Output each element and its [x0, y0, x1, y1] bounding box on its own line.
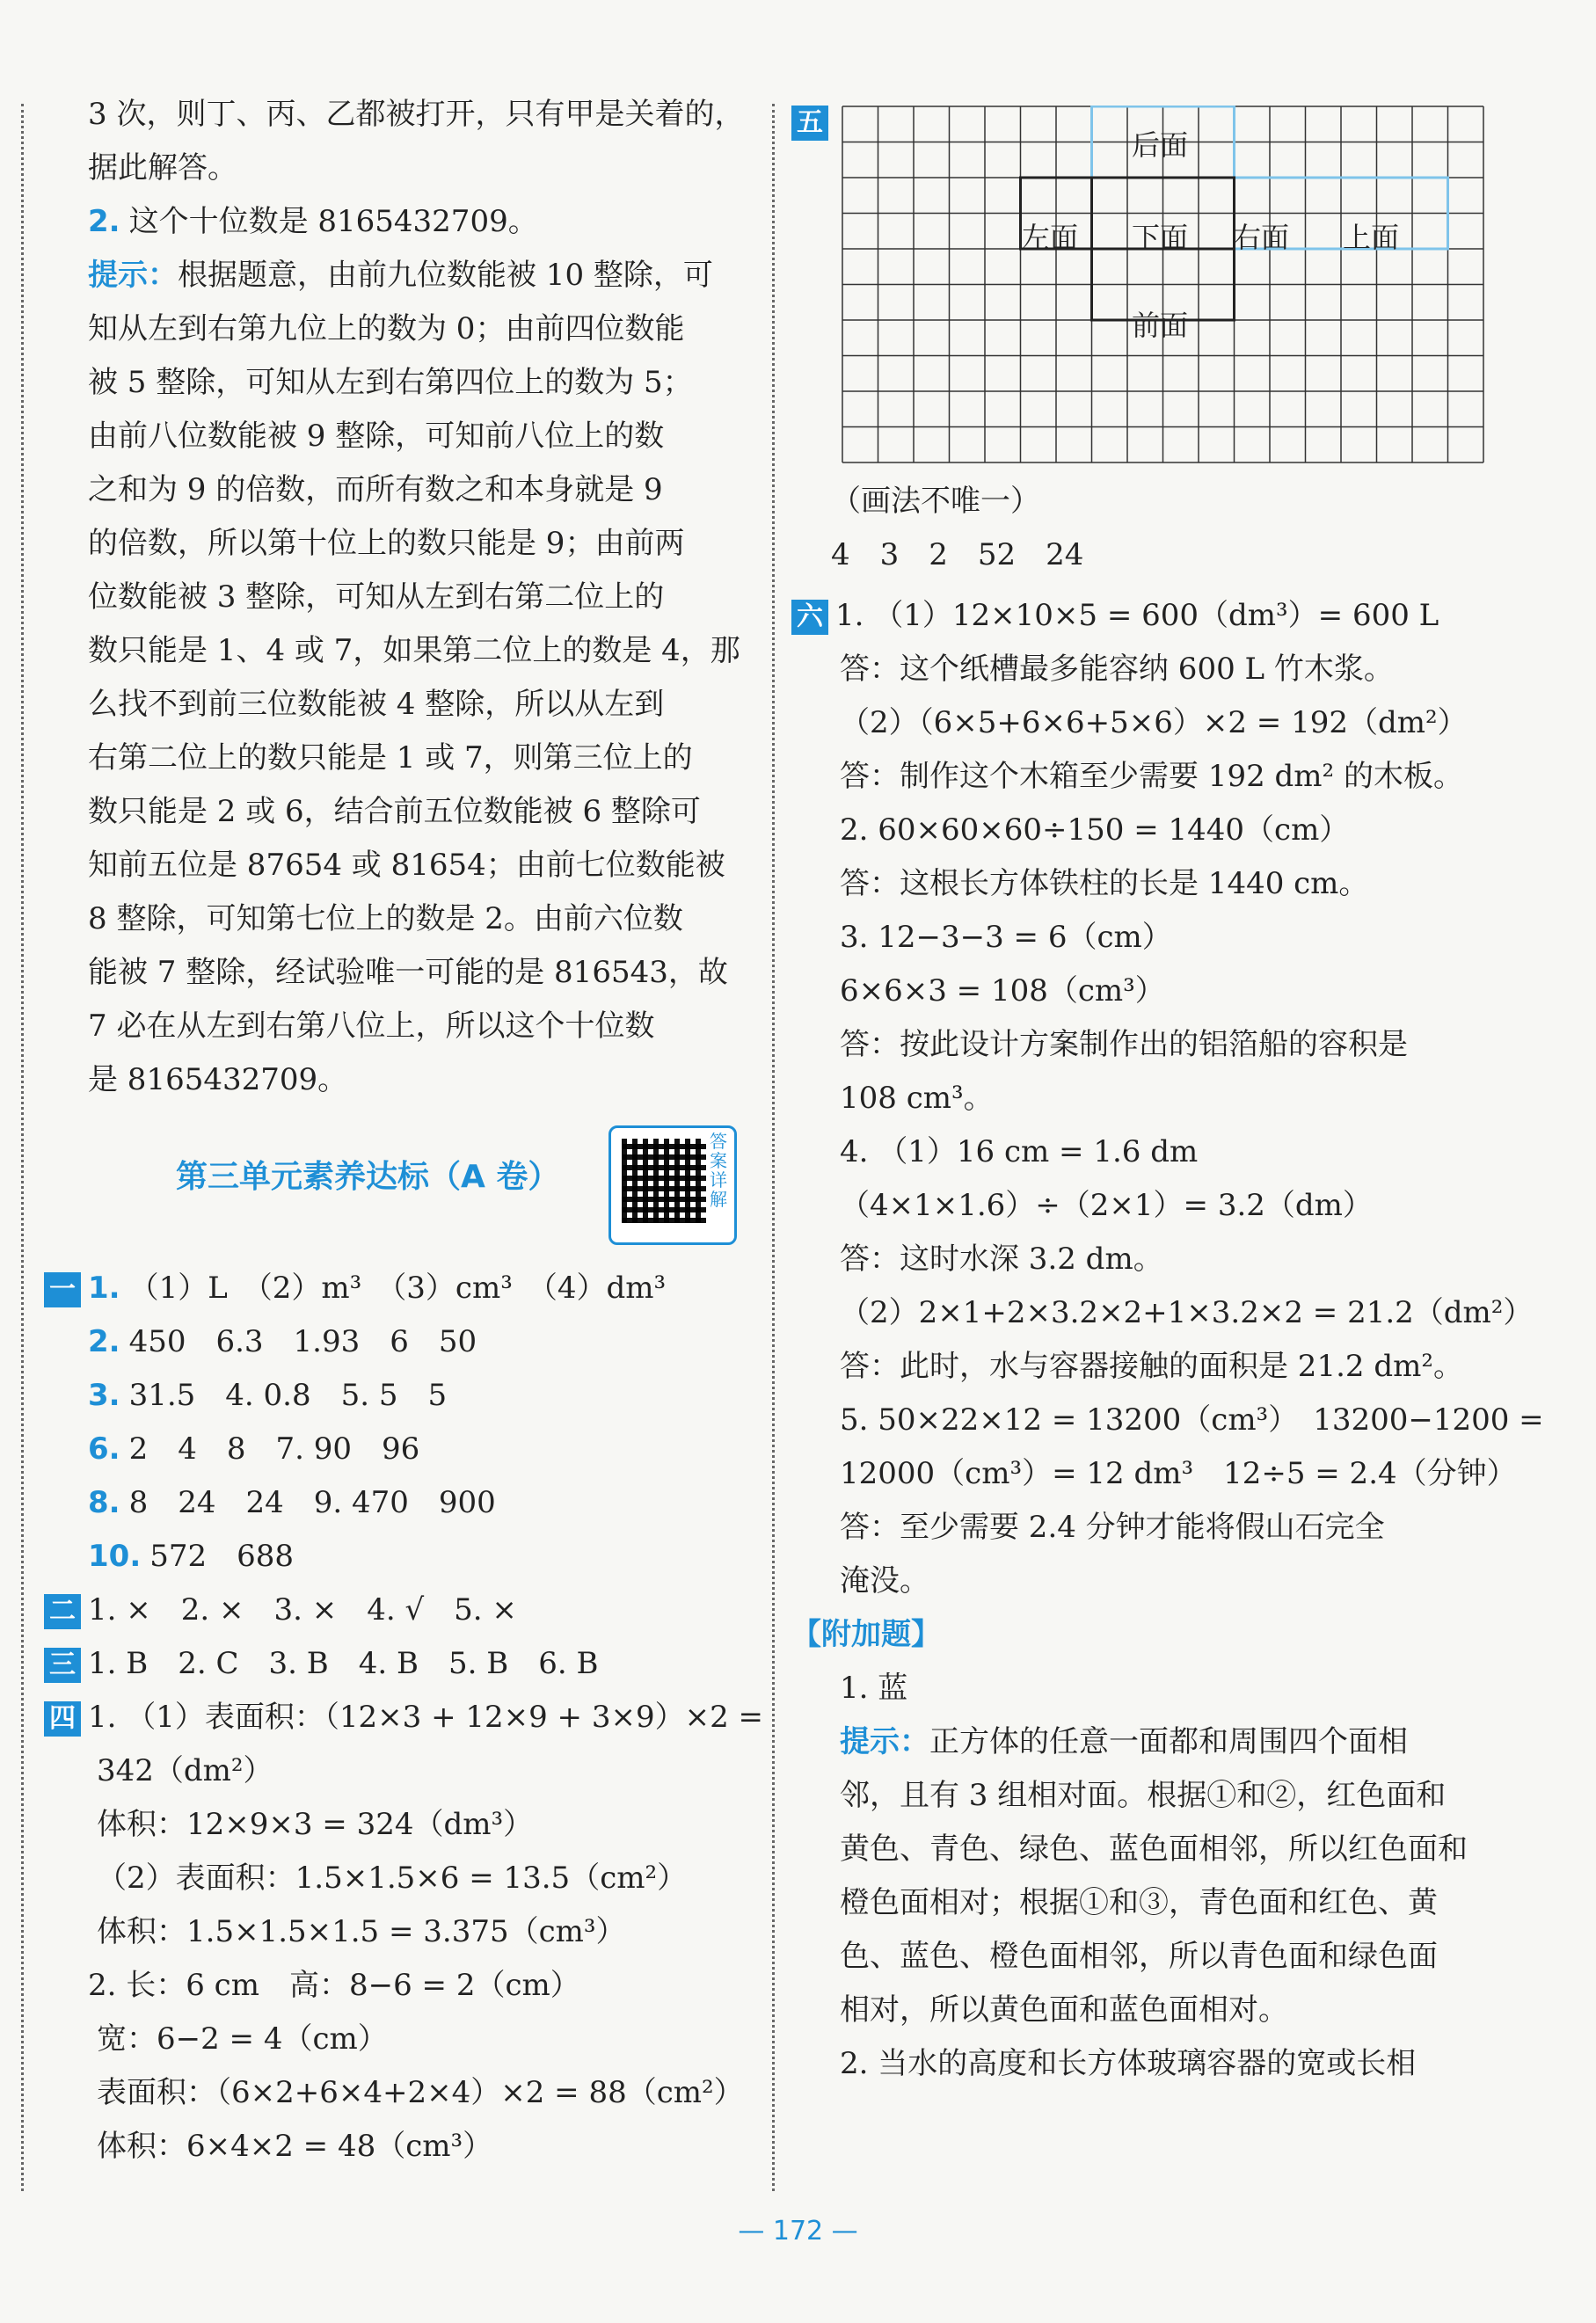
answer-text: 1. （1）12×10×5 = 600（dm³）= 600 L [835, 598, 1439, 633]
hint-line: 右第二位上的数只能是 1 或 7，则第三位上的 [88, 740, 693, 776]
answer-text: 2. 当水的高度和长方体玻璃容器的宽或长相 [840, 2046, 1417, 2081]
qr-code-box[interactable] [609, 1125, 737, 1245]
answer-text: 1. × 2. × 3. × 4. √ 5. × [88, 1592, 517, 1628]
section-marker: 五 [791, 106, 828, 141]
answer-text: 342（dm²） [97, 1753, 273, 1788]
hint-text: 邻，且有 3 组相对面。根据①和②，红色面和 [840, 1778, 1447, 1813]
answer-text: 4. （1）16 cm = 1.6 dm [840, 1134, 1199, 1169]
question-number: 2. [88, 1324, 120, 1359]
answer-text: （2）表面积：1.5×1.5×6 = 13.5（cm²） [97, 1861, 688, 1896]
answer-text: 体积：12×9×3 = 324（dm³） [97, 1807, 534, 1842]
hint-line: 是 8165432709。 [88, 1062, 348, 1097]
hint-text: 根据题意，由前九位数能被 10 整除，可 [178, 258, 713, 293]
answer-2 [88, 195, 756, 249]
hint-line: 7 必在从左到右第八位上，所以这个十位数 [88, 1009, 655, 1044]
answer-text: 表面积：（6×2+6×4+2×4）×2 = 88（cm²） [97, 2075, 744, 2110]
answer-text: 答：按此设计方案制作出的铝箔船的容积是 [840, 1027, 1408, 1062]
hint-text: 相对，所以黄色面和蓝色面相对。 [840, 1992, 1288, 2028]
answer-text: 体积：6×4×2 = 48（cm³） [97, 2129, 493, 2164]
answer-text: 答：这个纸槽最多能容纳 600 L 竹木浆。 [840, 652, 1394, 687]
section-marker: 一 [44, 1272, 81, 1307]
answer-text: （1）L （2）m³ （3）cm³ （4）dm³ [128, 1271, 667, 1306]
answer-text: 31.5 4. 0.8 5. 5 5 [128, 1378, 448, 1413]
net-label-bottom: 下面 [1132, 221, 1189, 254]
hint-line: 数只能是 2 或 6，结合前五位数能被 6 整除可 [88, 794, 701, 829]
answer-text: （2）（6×5+6×6+5×6）×2 = 192（dm²） [840, 705, 1468, 740]
section-1 [44, 1262, 765, 2174]
left-margin-rule [21, 104, 24, 2191]
answer-text: 12000（cm³）= 12 dm³ 12÷5 = 2.4（分钟） [840, 1456, 1517, 1491]
answer-text: 6×6×3 = 108（cm³） [840, 973, 1165, 1009]
answer-text: 8 24 24 9. 470 900 [128, 1485, 496, 1520]
answer-text: 体积：1.5×1.5×1.5 = 3.375（cm³） [97, 1914, 626, 1949]
question-number: 8. [88, 1485, 120, 1520]
answer-text: 572 688 [149, 1539, 295, 1574]
hint-line: 之和为 9 的倍数，而所有数之和本身就是 9 [88, 472, 663, 507]
hint-line: 位数能被 3 整除，可知从左到右第二位上的 [88, 579, 665, 615]
question-number: 1. [88, 1271, 120, 1306]
section-marker: 二 [44, 1594, 81, 1629]
answer-text: （2）2×1+2×3.2×2+1×3.2×2 = 21.2（dm²） [840, 1295, 1534, 1330]
section-6 [791, 589, 1544, 2091]
answer-text: 答：这时水深 3.2 dm。 [840, 1242, 1163, 1277]
net-label-left: 左面 [1022, 221, 1079, 254]
extra-title: 【附加题】 [791, 1617, 941, 1652]
answer-text: 1. B 2. C 3. B 4. B 5. B 6. B [88, 1646, 599, 1681]
answer-text: 450 6.3 1.93 6 50 [128, 1324, 477, 1359]
answer-text: 宽：6−2 = 4（cm） [97, 2021, 388, 2057]
page-number: — 172 — [738, 2216, 858, 2247]
net-label-back: 后面 [1132, 128, 1189, 162]
hint-line: 的倍数，所以第十位上的数只能是 9；由前两 [88, 526, 685, 561]
net-label-front: 前面 [1132, 309, 1189, 342]
net-label-right: 右面 [1233, 221, 1290, 254]
section-marker: 三 [44, 1648, 81, 1683]
hint-text: 色、蓝色、橙色面相邻，所以青色面和绿色面 [840, 1939, 1438, 1974]
answer-text: 1. 蓝 [840, 1671, 908, 1706]
answer-text: 2. 长：6 cm 高：8−6 = 2（cm） [88, 1968, 580, 2003]
unit-title: 第三单元素养达标（A 卷） [176, 1159, 560, 1195]
column-divider [772, 104, 775, 2191]
qr-label: 答案详解 [710, 1131, 727, 1210]
hint-line: 由前八位数能被 9 整除，可知前八位上的数 [88, 419, 665, 454]
text-line: 3 次，则丁、丙、乙都被打开，只有甲是关着的， [88, 97, 745, 132]
hint-line: 8 整除，可知第七位上的数是 2。由前六位数 [88, 901, 683, 936]
qr-code-icon[interactable] [622, 1139, 706, 1223]
question-number: 6. [88, 1431, 120, 1467]
hint-label: 提示： [840, 1724, 929, 1759]
answer-text: 答：这根长方体铁柱的长是 1440 cm。 [840, 866, 1369, 901]
answer-text: 淹没。 [840, 1563, 929, 1598]
hint-line: 被 5 整除，可知从左到右第四位上的数为 5； [88, 365, 693, 400]
left-column [88, 88, 756, 1107]
hint-line: 能被 7 整除，经试验唯一可能的是 816543，故 [88, 955, 728, 990]
right-column [831, 475, 1517, 582]
answer-nums: 4 3 2 52 24 [831, 537, 1084, 572]
hint-line: 么找不到前三位数能被 4 整除，所以从左到 [88, 687, 665, 722]
answer-text: 答：此时，水与容器接触的面积是 21.2 dm²。 [840, 1349, 1463, 1384]
note: （画法不唯一） [831, 484, 1040, 519]
cube-net-grid [842, 106, 1492, 470]
hint-text: 正方体的任意一面都和周围四个面相 [929, 1724, 1408, 1759]
section-marker: 四 [44, 1701, 81, 1737]
section-marker: 六 [791, 600, 828, 635]
answer-text: 5. 50×22×12 = 13200（cm³） 13200−1200 = [840, 1402, 1544, 1438]
question-number: 10. [88, 1539, 142, 1574]
hint-label: 提示： [88, 258, 178, 293]
answer-text: 3. 12−3−3 = 6（cm） [840, 920, 1172, 955]
answer-text: （4×1×1.6）÷（2×1）= 3.2（dm） [840, 1188, 1373, 1223]
answer-text: 这个十位数是 8165432709。 [128, 204, 538, 239]
text-line: 据此解答。 [88, 150, 237, 186]
hint-text: 黄色、青色、绿色、蓝色面相邻，所以红色面和 [840, 1831, 1468, 1867]
answer-text: 答：至少需要 2.4 分钟才能将假山石完全 [840, 1510, 1385, 1545]
answer-text: 1. （1）表面积：（12×3 + 12×9 + 3×9）×2 = [88, 1700, 764, 1735]
hint-line: 知从左到右第九位上的数为 0；由前四位数能 [88, 311, 685, 346]
answer-text: 2. 60×60×60÷150 = 1440（cm） [840, 812, 1350, 848]
answer-text: 2 4 8 7. 90 96 [128, 1431, 420, 1467]
answer-text: 108 cm³。 [840, 1081, 994, 1116]
question-number: 3. [88, 1378, 120, 1413]
hint-line: 知前五位是 87654 或 81654；由前七位数能被 [88, 848, 725, 883]
answer-text: 答：制作这个木箱至少需要 192 dm² 的木板。 [840, 759, 1463, 794]
hint-text: 橙色面相对；根据①和③，青色面和红色、黄 [840, 1885, 1438, 1920]
net-label-top: 上面 [1343, 221, 1400, 254]
hint-line: 数只能是 1、4 或 7，如果第二位上的数是 4，那 [88, 633, 740, 668]
question-number: 2. [88, 204, 120, 239]
hint-line [88, 249, 756, 302]
